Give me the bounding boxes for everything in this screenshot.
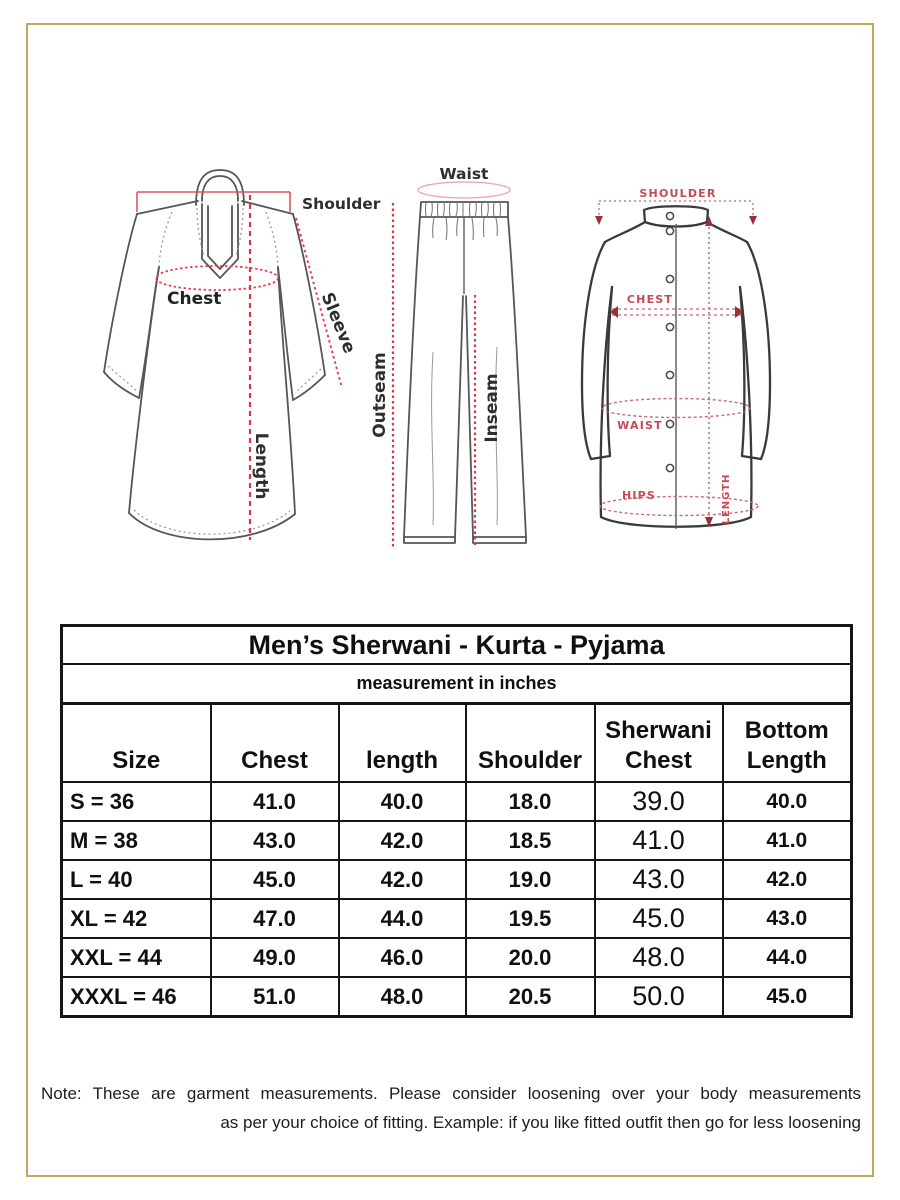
pyjama-left-inseam-edge [455, 296, 463, 537]
length-value: 44.0 [339, 899, 466, 938]
bottom-length-value: 44.0 [723, 938, 852, 977]
sherwani-button [666, 227, 673, 234]
kurta-hem [129, 513, 295, 539]
length-value: 42.0 [339, 821, 466, 860]
length-value: 40.0 [339, 782, 466, 821]
pyjama-right-cuff [473, 537, 526, 543]
sherwani-button [666, 323, 673, 330]
size-value: S = 36 [62, 782, 211, 821]
pyjama-left-cuff [404, 537, 455, 543]
sherwani-button [666, 464, 673, 471]
sherwani-chest-value: 48.0 [595, 938, 723, 977]
bottom-length-value: 40.0 [723, 782, 852, 821]
sherwani-button [666, 212, 673, 219]
kurta-body-left [129, 267, 159, 513]
bottom-length-value: 43.0 [723, 899, 852, 938]
length-value: 46.0 [339, 938, 466, 977]
bottom-length-value: 41.0 [723, 821, 852, 860]
table-subtitle-row [62, 664, 852, 704]
sherwani-waist-label: WAIST [617, 419, 663, 432]
pyjama-inseam-label: Inseam [482, 373, 502, 443]
pyjama-waistband [420, 202, 508, 217]
kurta-diagram [104, 170, 381, 540]
pyjama-left-outseam-edge [404, 217, 420, 537]
size-table [60, 624, 853, 1018]
table-row [62, 977, 852, 1017]
kurta-collar-inner [202, 176, 238, 201]
shoulder-value: 18.5 [466, 821, 595, 860]
pyjama-waist-ellipse [418, 182, 510, 198]
chest-value: 49.0 [211, 938, 339, 977]
pyjama-diagram [370, 165, 526, 549]
sherwani-button [666, 371, 673, 378]
chest-value: 41.0 [211, 782, 339, 821]
pyjama-right-outseam-edge [508, 217, 526, 537]
shoulder-value: 20.0 [466, 938, 595, 977]
arrow-down-icon [749, 216, 757, 225]
kurta-placket-inner [208, 206, 232, 269]
table-row [62, 860, 852, 899]
pyjama-waist-label: Waist [439, 165, 489, 183]
table-title: Men’s Sherwani - Kurta - Pyjama [62, 626, 852, 665]
kurta-left-sleeve [104, 214, 137, 372]
arrow-down-icon [595, 216, 603, 225]
column-header-chest: Chest [211, 704, 339, 783]
kurta-length-label: Length [251, 432, 271, 500]
table-row [62, 782, 852, 821]
sherwani-chest-value: 45.0 [595, 899, 723, 938]
kurta-right-sleeve [293, 214, 325, 375]
sherwani-hips-label: HIPS [621, 489, 657, 502]
kurta-chest-measure-ellipse [156, 266, 278, 290]
sherwani-diagram [582, 187, 770, 529]
sherwani-chest-label: CHEST [626, 293, 674, 306]
note [41, 1081, 861, 1137]
column-header-shoulder: Shoulder [466, 704, 595, 783]
kurta-shoulder-label: Shoulder [302, 195, 381, 213]
table-title-row [62, 626, 852, 665]
sherwani-chest-value: 39.0 [595, 782, 723, 821]
size-value: XXL = 44 [62, 938, 211, 977]
shoulder-value: 19.0 [466, 860, 595, 899]
sherwani-chest-value: 43.0 [595, 860, 723, 899]
shoulder-value: 19.5 [466, 899, 595, 938]
table-row [62, 899, 852, 938]
table-row [62, 938, 852, 977]
length-value: 48.0 [339, 977, 466, 1017]
kurta-right-cuff [293, 375, 325, 400]
kurta-left-cuff [104, 372, 139, 398]
bottom-length-value: 45.0 [723, 977, 852, 1017]
column-header-length: length [339, 704, 466, 783]
column-header-size: Size [62, 704, 211, 783]
kurta-chest-label: Chest [167, 289, 222, 309]
chest-value: 45.0 [211, 860, 339, 899]
column-header-sherwani-chest: Sherwani Chest [595, 704, 723, 783]
note-line-1: Note: These are garment measurements. Please consider loosening over your body measurements [41, 1084, 861, 1103]
sherwani-shoulder-measure-line [599, 201, 753, 215]
size-value: XXXL = 46 [62, 977, 211, 1017]
sherwani-collar [644, 206, 708, 226]
size-value: M = 38 [62, 821, 211, 860]
pyjama-outseam-label: Outseam [370, 352, 390, 438]
sherwani-length-label: LENGTH [721, 473, 732, 525]
sherwani-button [666, 275, 673, 282]
column-header-bottom-length: Bottom Length [723, 704, 852, 783]
kurta-shoulders [137, 201, 293, 214]
bottom-length-value: 42.0 [723, 860, 852, 899]
size-value: L = 40 [62, 860, 211, 899]
sherwani-button [666, 420, 673, 427]
table-row [62, 821, 852, 860]
size-value: XL = 42 [62, 899, 211, 938]
length-value: 42.0 [339, 860, 466, 899]
table-subtitle: measurement in inches [62, 664, 852, 704]
pyjama-right-inseam-edge [466, 296, 473, 537]
sherwani-chest-value: 50.0 [595, 977, 723, 1017]
shoulder-value: 18.0 [466, 782, 595, 821]
table-header-row [62, 704, 852, 783]
chest-value: 43.0 [211, 821, 339, 860]
kurta-sleeve-label: Sleeve [316, 289, 360, 357]
sherwani-chest-value: 41.0 [595, 821, 723, 860]
chest-value: 47.0 [211, 899, 339, 938]
sherwani-shoulder-label: SHOULDER [639, 187, 717, 200]
note-line-2: as per your choice of fitting. Example: if you like fitted outfit then go for less loosening [220, 1113, 861, 1133]
shoulder-value: 20.5 [466, 977, 595, 1017]
chest-value: 51.0 [211, 977, 339, 1017]
